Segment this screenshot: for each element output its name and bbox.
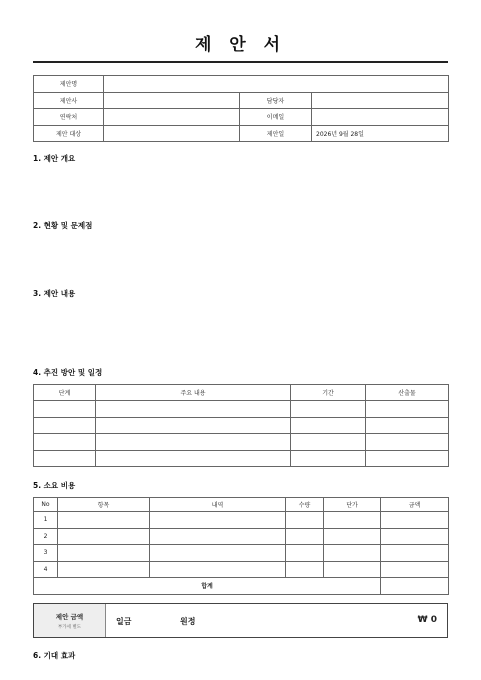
date-label: 제안일 bbox=[240, 125, 312, 142]
document-title: 제 안 서 bbox=[194, 35, 287, 55]
table-row bbox=[34, 512, 449, 529]
table-cell[interactable] bbox=[58, 561, 150, 578]
table-row bbox=[34, 434, 449, 451]
proposer-label: 제안사 bbox=[34, 92, 104, 109]
table-cell[interactable] bbox=[150, 561, 286, 578]
table-cell[interactable] bbox=[366, 401, 449, 418]
manager-value[interactable] bbox=[312, 92, 449, 109]
manager-label: 담당자 bbox=[240, 92, 312, 109]
table-cell[interactable] bbox=[286, 545, 324, 562]
column-header: No bbox=[34, 498, 58, 512]
korean-amount-suffix: 원정 bbox=[180, 617, 196, 626]
email-value[interactable] bbox=[312, 109, 449, 126]
proposal-name-label: 제안명 bbox=[34, 76, 104, 93]
table-cell[interactable] bbox=[381, 512, 449, 529]
table-cell[interactable] bbox=[34, 450, 96, 467]
table-cell[interactable] bbox=[58, 528, 150, 545]
date-value[interactable]: 2026년 9월 28일 bbox=[312, 125, 449, 142]
table-row bbox=[34, 450, 449, 467]
proposal-info-table bbox=[33, 75, 449, 142]
table-cell[interactable] bbox=[96, 401, 291, 418]
schedule-table bbox=[33, 384, 449, 467]
table-cell[interactable] bbox=[381, 528, 449, 545]
contact-label: 연락처 bbox=[34, 109, 104, 126]
table-cell[interactable] bbox=[286, 528, 324, 545]
table-cell[interactable] bbox=[324, 561, 381, 578]
table-cell[interactable] bbox=[150, 545, 286, 562]
table-cell[interactable] bbox=[34, 434, 96, 451]
total-row bbox=[34, 578, 449, 595]
column-header: 단계 bbox=[34, 385, 96, 401]
row-number: 3 bbox=[34, 545, 58, 562]
table-cell[interactable] bbox=[291, 450, 366, 467]
table-cell[interactable] bbox=[324, 545, 381, 562]
section-heading-plan: 4. 추진 방안 및 일정 bbox=[33, 368, 103, 377]
column-header: 내역 bbox=[150, 498, 286, 512]
amount-label: 제안 금액 bbox=[55, 613, 84, 621]
table-row bbox=[34, 109, 449, 126]
section-heading-overview: 1. 제안 개요 bbox=[33, 154, 76, 163]
table-row bbox=[34, 92, 449, 109]
section-heading-status: 2. 현황 및 문제점 bbox=[33, 221, 93, 230]
table-row bbox=[34, 417, 449, 434]
section-heading-content: 3. 제안 내용 bbox=[33, 289, 76, 298]
total-value[interactable] bbox=[381, 578, 449, 595]
table-row bbox=[34, 528, 449, 545]
table-cell[interactable] bbox=[58, 545, 150, 562]
contact-value[interactable] bbox=[104, 109, 240, 126]
row-number: 4 bbox=[34, 561, 58, 578]
email-label: 이메일 bbox=[240, 109, 312, 126]
title-divider bbox=[33, 61, 448, 63]
proposal-name-value[interactable] bbox=[104, 76, 449, 93]
table-row bbox=[34, 125, 449, 142]
table-header-row bbox=[34, 498, 449, 512]
table-cell[interactable] bbox=[96, 417, 291, 434]
total-label: 합계 bbox=[34, 578, 381, 595]
table-cell[interactable] bbox=[150, 512, 286, 529]
table-cell[interactable] bbox=[381, 561, 449, 578]
table-cell[interactable] bbox=[366, 417, 449, 434]
table-header-row bbox=[34, 385, 449, 401]
proposal-amount-box bbox=[33, 603, 448, 638]
table-cell[interactable] bbox=[324, 528, 381, 545]
row-number: 1 bbox=[34, 512, 58, 529]
column-header: 기간 bbox=[291, 385, 366, 401]
column-header: 수량 bbox=[286, 498, 324, 512]
table-cell[interactable] bbox=[286, 561, 324, 578]
table-cell[interactable] bbox=[58, 512, 150, 529]
table-row bbox=[34, 401, 449, 418]
table-cell[interactable] bbox=[34, 417, 96, 434]
table-cell[interactable] bbox=[286, 512, 324, 529]
column-header: 금액 bbox=[381, 498, 449, 512]
table-cell[interactable] bbox=[291, 434, 366, 451]
korean-amount-prefix: 일금 bbox=[116, 617, 132, 626]
table-cell[interactable] bbox=[150, 528, 286, 545]
section-heading-cost: 5. 소요 비용 bbox=[33, 481, 76, 490]
table-cell[interactable] bbox=[366, 450, 449, 467]
row-number: 2 bbox=[34, 528, 58, 545]
table-cell[interactable] bbox=[381, 545, 449, 562]
table-row bbox=[34, 545, 449, 562]
column-header: 항목 bbox=[58, 498, 150, 512]
column-header: 주요 내용 bbox=[96, 385, 291, 401]
amount-label-cell bbox=[34, 604, 106, 637]
table-row bbox=[34, 561, 449, 578]
target-label: 제안 대상 bbox=[34, 125, 104, 142]
table-row bbox=[34, 76, 449, 93]
column-header: 산출물 bbox=[366, 385, 449, 401]
table-cell[interactable] bbox=[324, 512, 381, 529]
section-heading-effects: 6. 기대 효과 bbox=[33, 651, 76, 660]
proposer-value[interactable] bbox=[104, 92, 240, 109]
cost-table bbox=[33, 497, 449, 595]
table-cell[interactable] bbox=[96, 434, 291, 451]
column-header: 단가 bbox=[324, 498, 381, 512]
amount-total: ₩ 0 bbox=[417, 615, 437, 625]
table-cell[interactable] bbox=[291, 417, 366, 434]
table-cell[interactable] bbox=[291, 401, 366, 418]
target-value[interactable] bbox=[104, 125, 240, 142]
table-cell[interactable] bbox=[96, 450, 291, 467]
table-cell[interactable] bbox=[34, 401, 96, 418]
vat-note: 부가세 별도 bbox=[57, 625, 82, 630]
table-cell[interactable] bbox=[366, 434, 449, 451]
